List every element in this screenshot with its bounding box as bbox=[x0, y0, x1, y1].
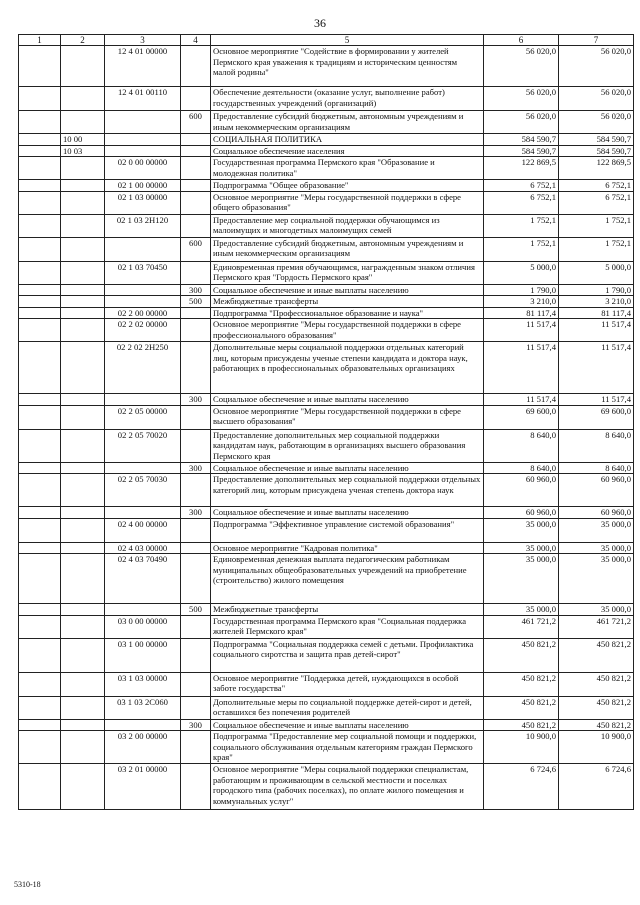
amount-cell: 8 640,0 bbox=[559, 429, 634, 462]
amount-cell: 3 210,0 bbox=[484, 296, 559, 308]
description-cell: Государственная программа Пермского края "Социальная поддержка жителей Пермского края" bbox=[211, 615, 484, 638]
target-article-cell bbox=[105, 394, 181, 406]
target-article-cell: 03 1 03 2С060 bbox=[105, 696, 181, 719]
table-row bbox=[19, 604, 634, 616]
section-code-cell bbox=[61, 342, 105, 394]
table-row bbox=[19, 342, 634, 394]
description-cell: Основное мероприятие "Содействие в формировании у жителей Пермского края уважения к традициям и историческим ценностям малой родины" bbox=[211, 46, 484, 87]
description-cell: Подпрограмма "Предоставление мер социальной помощи и поддержки, социального обслуживания отдельным категориям граждан Пермского края" bbox=[211, 731, 484, 764]
amount-cell: 450 821,2 bbox=[484, 638, 559, 672]
description-cell: Основное мероприятие "Меры социальной поддержки специалистам, работающим и проживающим в сельской местности и поселках городского типа (рабочих поселках), по оплате жилого помещения и коммунальных услуг" bbox=[211, 764, 484, 810]
section-code-cell bbox=[61, 672, 105, 696]
table-row bbox=[19, 731, 634, 764]
table-row bbox=[19, 696, 634, 719]
amount-cell: 450 821,2 bbox=[484, 696, 559, 719]
expense-type-cell bbox=[181, 405, 211, 429]
section-code-cell bbox=[61, 554, 105, 604]
cell-col1 bbox=[19, 405, 61, 429]
cell-col1 bbox=[19, 638, 61, 672]
expense-type-cell bbox=[181, 157, 211, 180]
description-cell: Основное мероприятие "Кадровая политика" bbox=[211, 542, 484, 554]
table-row bbox=[19, 394, 634, 406]
cell-col1 bbox=[19, 474, 61, 507]
amount-cell: 35 000,0 bbox=[559, 518, 634, 542]
section-code-cell bbox=[61, 214, 105, 237]
description-cell: Дополнительные меры по социальной поддержке детей-сирот и детей, оставшихся без попечения родителей bbox=[211, 696, 484, 719]
expense-type-cell bbox=[181, 429, 211, 462]
table-row bbox=[19, 615, 634, 638]
expense-type-cell: 500 bbox=[181, 296, 211, 308]
target-article-cell: 02 4 00 00000 bbox=[105, 518, 181, 542]
amount-cell: 8 640,0 bbox=[484, 429, 559, 462]
section-code-cell bbox=[61, 180, 105, 192]
section-code-cell bbox=[61, 261, 105, 284]
cell-col1 bbox=[19, 191, 61, 214]
description-cell: Единовременная денежная выплата педагогическим работникам муниципальных общеобразовательных учреждений на приобретение (строительство) жилого помещения bbox=[211, 554, 484, 604]
description-cell: Предоставление субсидий бюджетным, автономным учреждениям и иным некоммерческим организациям bbox=[211, 111, 484, 134]
target-article-cell: 02 2 05 00000 bbox=[105, 405, 181, 429]
target-article-cell: 03 1 00 00000 bbox=[105, 638, 181, 672]
table-row bbox=[19, 261, 634, 284]
description-cell: Межбюджетные трансферты bbox=[211, 296, 484, 308]
cell-col1 bbox=[19, 87, 61, 111]
cell-col1 bbox=[19, 46, 61, 87]
expense-type-cell bbox=[181, 731, 211, 764]
table-row bbox=[19, 638, 634, 672]
table-row bbox=[19, 405, 634, 429]
expense-type-cell bbox=[181, 214, 211, 237]
section-code-cell bbox=[61, 638, 105, 672]
amount-cell: 584 590,7 bbox=[559, 134, 634, 146]
target-article-cell: 02 4 03 00000 bbox=[105, 542, 181, 554]
target-article-cell bbox=[105, 111, 181, 134]
page-number: 36 bbox=[314, 16, 326, 30]
amount-cell: 35 000,0 bbox=[484, 518, 559, 542]
cell-col1 bbox=[19, 111, 61, 134]
cell-col1 bbox=[19, 507, 61, 519]
section-code-cell bbox=[61, 462, 105, 474]
amount-cell: 5 000,0 bbox=[559, 261, 634, 284]
amount-cell: 450 821,2 bbox=[484, 719, 559, 731]
target-article-cell bbox=[105, 719, 181, 731]
amount-cell: 122 869,5 bbox=[484, 157, 559, 180]
section-code-cell bbox=[61, 87, 105, 111]
section-code-cell bbox=[61, 474, 105, 507]
expense-type-cell: 300 bbox=[181, 394, 211, 406]
amount-cell: 35 000,0 bbox=[484, 604, 559, 616]
amount-cell: 10 900,0 bbox=[559, 731, 634, 764]
table-row bbox=[19, 145, 634, 157]
section-code-cell bbox=[61, 46, 105, 87]
table-row bbox=[19, 134, 634, 146]
section-code-cell bbox=[61, 719, 105, 731]
expense-type-cell bbox=[181, 342, 211, 394]
description-cell: Дополнительные меры социальной поддержки отдельных категорий лиц, которым присуждены ученые степени кандидата и доктора наук, работающих в профессиональных образовательных организациях bbox=[211, 342, 484, 394]
table-row bbox=[19, 319, 634, 342]
amount-cell: 35 000,0 bbox=[484, 554, 559, 604]
amount-cell: 56 020,0 bbox=[559, 87, 634, 111]
target-article-cell bbox=[105, 296, 181, 308]
cell-col1 bbox=[19, 696, 61, 719]
table-row bbox=[19, 474, 634, 507]
expense-type-cell: 500 bbox=[181, 604, 211, 616]
amount-cell: 3 210,0 bbox=[559, 296, 634, 308]
amount-cell: 450 821,2 bbox=[559, 672, 634, 696]
description-cell: СОЦИАЛЬНАЯ ПОЛИТИКА bbox=[211, 134, 484, 146]
table-row bbox=[19, 87, 634, 111]
expense-type-cell bbox=[181, 191, 211, 214]
cell-col1 bbox=[19, 672, 61, 696]
expense-type-cell bbox=[181, 134, 211, 146]
table-row bbox=[19, 719, 634, 731]
target-article-cell: 02 2 02 2Н250 bbox=[105, 342, 181, 394]
expense-type-cell: 300 bbox=[181, 462, 211, 474]
section-code-cell bbox=[61, 518, 105, 542]
header-cell: 4 bbox=[181, 35, 211, 46]
section-code-cell bbox=[61, 429, 105, 462]
amount-cell: 81 117,4 bbox=[559, 307, 634, 319]
amount-cell: 8 640,0 bbox=[484, 462, 559, 474]
description-cell: Подпрограмма "Эффективное управление системой образования" bbox=[211, 518, 484, 542]
expense-type-cell bbox=[181, 542, 211, 554]
table-row bbox=[19, 284, 634, 296]
budget-table bbox=[18, 34, 634, 810]
cell-col1 bbox=[19, 731, 61, 764]
expense-type-cell bbox=[181, 87, 211, 111]
table-row bbox=[19, 507, 634, 519]
amount-cell: 450 821,2 bbox=[559, 696, 634, 719]
expense-type-cell bbox=[181, 180, 211, 192]
amount-cell: 461 721,2 bbox=[559, 615, 634, 638]
table-row bbox=[19, 157, 634, 180]
section-code-cell: 10 03 bbox=[61, 145, 105, 157]
description-cell: Основное мероприятие "Меры государственной поддержки в сфере общего образования" bbox=[211, 191, 484, 214]
section-code-cell bbox=[61, 542, 105, 554]
description-cell: Предоставление дополнительных мер социальной поддержки кандидатам наук, работающим в организациях высшего образования Пермского края bbox=[211, 429, 484, 462]
table-row bbox=[19, 111, 634, 134]
section-code-cell bbox=[61, 307, 105, 319]
amount-cell: 584 590,7 bbox=[559, 145, 634, 157]
cell-col1 bbox=[19, 764, 61, 810]
amount-cell: 584 590,7 bbox=[484, 145, 559, 157]
target-article-cell bbox=[105, 237, 181, 261]
section-code-cell bbox=[61, 507, 105, 519]
table-row bbox=[19, 180, 634, 192]
cell-col1 bbox=[19, 307, 61, 319]
section-code-cell bbox=[61, 764, 105, 810]
expense-type-cell bbox=[181, 474, 211, 507]
amount-cell: 1 790,0 bbox=[484, 284, 559, 296]
table-row bbox=[19, 518, 634, 542]
target-article-cell bbox=[105, 145, 181, 157]
expense-type-cell bbox=[181, 696, 211, 719]
target-article-cell: 03 0 00 00000 bbox=[105, 615, 181, 638]
description-cell: Основное мероприятие "Меры государственной поддержки в сфере высшего образования" bbox=[211, 405, 484, 429]
amount-cell: 450 821,2 bbox=[559, 719, 634, 731]
table-row bbox=[19, 542, 634, 554]
target-article-cell: 02 2 05 70030 bbox=[105, 474, 181, 507]
amount-cell: 11 517,4 bbox=[559, 394, 634, 406]
target-article-cell bbox=[105, 284, 181, 296]
cell-col1 bbox=[19, 214, 61, 237]
cell-col1 bbox=[19, 429, 61, 462]
section-code-cell bbox=[61, 111, 105, 134]
amount-cell: 10 900,0 bbox=[484, 731, 559, 764]
description-cell: Предоставление мер социальной поддержки обучающимся из малоимущих и многодетных малоимущих семей bbox=[211, 214, 484, 237]
target-article-cell: 02 4 03 70490 bbox=[105, 554, 181, 604]
amount-cell: 122 869,5 bbox=[559, 157, 634, 180]
table-row bbox=[19, 462, 634, 474]
amount-cell: 35 000,0 bbox=[559, 542, 634, 554]
target-article-cell bbox=[105, 134, 181, 146]
amount-cell: 450 821,2 bbox=[484, 672, 559, 696]
amount-cell: 1 752,1 bbox=[559, 214, 634, 237]
table-row bbox=[19, 191, 634, 214]
header-cell: 2 bbox=[61, 35, 105, 46]
section-code-cell: 10 00 bbox=[61, 134, 105, 146]
expense-type-cell: 300 bbox=[181, 284, 211, 296]
description-cell: Социальное обеспечение населения bbox=[211, 145, 484, 157]
description-cell: Социальное обеспечение и иные выплаты населению bbox=[211, 507, 484, 519]
description-cell: Предоставление субсидий бюджетным, автономным учреждениям и иным некоммерческим организациям bbox=[211, 237, 484, 261]
target-article-cell bbox=[105, 462, 181, 474]
description-cell: Социальное обеспечение и иные выплаты населению bbox=[211, 394, 484, 406]
description-cell: Подпрограмма "Социальная поддержка семей с детьми. Профилактика социального сиротства и защита прав детей-сирот" bbox=[211, 638, 484, 672]
table-row bbox=[19, 307, 634, 319]
cell-col1 bbox=[19, 237, 61, 261]
expense-type-cell bbox=[181, 145, 211, 157]
expense-type-cell: 600 bbox=[181, 237, 211, 261]
amount-cell: 1 752,1 bbox=[484, 214, 559, 237]
table-row bbox=[19, 296, 634, 308]
description-cell: Подпрограмма "Профессиональное образование и наука" bbox=[211, 307, 484, 319]
cell-col1 bbox=[19, 284, 61, 296]
cell-col1 bbox=[19, 145, 61, 157]
section-code-cell bbox=[61, 284, 105, 296]
amount-cell: 11 517,4 bbox=[484, 319, 559, 342]
target-article-cell: 02 1 03 2Н120 bbox=[105, 214, 181, 237]
cell-col1 bbox=[19, 342, 61, 394]
expense-type-cell bbox=[181, 764, 211, 810]
expense-type-cell bbox=[181, 261, 211, 284]
target-article-cell: 03 2 01 00000 bbox=[105, 764, 181, 810]
target-article-cell: 02 2 02 00000 bbox=[105, 319, 181, 342]
description-cell: Основное мероприятие "Меры государственной поддержки в сфере профессионального образования" bbox=[211, 319, 484, 342]
amount-cell: 56 020,0 bbox=[559, 111, 634, 134]
cell-col1 bbox=[19, 296, 61, 308]
target-article-cell bbox=[105, 507, 181, 519]
amount-cell: 35 000,0 bbox=[559, 604, 634, 616]
expense-type-cell bbox=[181, 638, 211, 672]
target-article-cell: 02 1 03 00000 bbox=[105, 191, 181, 214]
target-article-cell: 12 4 01 00110 bbox=[105, 87, 181, 111]
table-row bbox=[19, 429, 634, 462]
section-code-cell bbox=[61, 157, 105, 180]
description-cell: Подпрограмма "Общее образование" bbox=[211, 180, 484, 192]
description-cell: Социальное обеспечение и иные выплаты населению bbox=[211, 719, 484, 731]
amount-cell: 81 117,4 bbox=[484, 307, 559, 319]
target-article-cell: 02 2 05 70020 bbox=[105, 429, 181, 462]
section-code-cell bbox=[61, 191, 105, 214]
amount-cell: 56 020,0 bbox=[484, 111, 559, 134]
cell-col1 bbox=[19, 542, 61, 554]
table-row bbox=[19, 46, 634, 87]
description-cell: Обеспечение деятельности (оказание услуг, выполнение работ) государственных учреждений (организаций) bbox=[211, 87, 484, 111]
cell-col1 bbox=[19, 134, 61, 146]
amount-cell: 6 752,1 bbox=[484, 191, 559, 214]
description-cell: Единовременная премия обучающимся, награжденным знаком отличия Пермского края "Гордость Пермского края" bbox=[211, 261, 484, 284]
description-cell: Социальное обеспечение и иные выплаты населению bbox=[211, 462, 484, 474]
amount-cell: 60 960,0 bbox=[559, 507, 634, 519]
amount-cell: 6 724,6 bbox=[484, 764, 559, 810]
target-article-cell: 02 0 00 00000 bbox=[105, 157, 181, 180]
cell-col1 bbox=[19, 615, 61, 638]
expense-type-cell bbox=[181, 615, 211, 638]
amount-cell: 584 590,7 bbox=[484, 134, 559, 146]
table-row bbox=[19, 237, 634, 261]
amount-cell: 11 517,4 bbox=[484, 342, 559, 394]
amount-cell: 6 752,1 bbox=[559, 191, 634, 214]
header-cell: 3 bbox=[105, 35, 181, 46]
section-code-cell bbox=[61, 394, 105, 406]
amount-cell: 11 517,4 bbox=[484, 394, 559, 406]
description-cell: Социальное обеспечение и иные выплаты населению bbox=[211, 284, 484, 296]
expense-type-cell: 300 bbox=[181, 719, 211, 731]
header-cell: 6 bbox=[484, 35, 559, 46]
cell-col1 bbox=[19, 180, 61, 192]
expense-type-cell bbox=[181, 319, 211, 342]
header-cell: 5 bbox=[211, 35, 484, 46]
amount-cell: 56 020,0 bbox=[484, 46, 559, 87]
document-code: 5310-18 bbox=[14, 880, 41, 889]
amount-cell: 8 640,0 bbox=[559, 462, 634, 474]
amount-cell: 5 000,0 bbox=[484, 261, 559, 284]
amount-cell: 1 752,1 bbox=[484, 237, 559, 261]
amount-cell: 56 020,0 bbox=[559, 46, 634, 87]
cell-col1 bbox=[19, 157, 61, 180]
amount-cell: 69 600,0 bbox=[559, 405, 634, 429]
amount-cell: 11 517,4 bbox=[559, 342, 634, 394]
amount-cell: 60 960,0 bbox=[484, 507, 559, 519]
description-cell: Межбюджетные трансферты bbox=[211, 604, 484, 616]
target-article-cell: 02 2 00 00000 bbox=[105, 307, 181, 319]
amount-cell: 35 000,0 bbox=[484, 542, 559, 554]
section-code-cell bbox=[61, 237, 105, 261]
target-article-cell: 02 1 03 70450 bbox=[105, 261, 181, 284]
section-code-cell bbox=[61, 319, 105, 342]
amount-cell: 60 960,0 bbox=[484, 474, 559, 507]
cell-col1 bbox=[19, 394, 61, 406]
target-article-cell: 02 1 00 00000 bbox=[105, 180, 181, 192]
cell-col1 bbox=[19, 518, 61, 542]
cell-col1 bbox=[19, 462, 61, 474]
target-article-cell: 03 2 00 00000 bbox=[105, 731, 181, 764]
description-cell: Предоставление дополнительных мер социальной поддержки отдельных категорий лиц, которым присуждена ученая степень доктора наук bbox=[211, 474, 484, 507]
amount-cell: 6 724,6 bbox=[559, 764, 634, 810]
expense-type-cell: 600 bbox=[181, 111, 211, 134]
section-code-cell bbox=[61, 604, 105, 616]
amount-cell: 461 721,2 bbox=[484, 615, 559, 638]
expense-type-cell bbox=[181, 672, 211, 696]
cell-col1 bbox=[19, 719, 61, 731]
description-cell: Государственная программа Пермского края "Образование и молодежная политика" bbox=[211, 157, 484, 180]
expense-type-cell bbox=[181, 518, 211, 542]
table-body bbox=[19, 35, 634, 810]
table-row bbox=[19, 214, 634, 237]
cell-col1 bbox=[19, 604, 61, 616]
table-row bbox=[19, 554, 634, 604]
cell-col1 bbox=[19, 554, 61, 604]
table-header-row bbox=[19, 35, 634, 46]
target-article-cell: 12 4 01 00000 bbox=[105, 46, 181, 87]
amount-cell: 35 000,0 bbox=[559, 554, 634, 604]
cell-col1 bbox=[19, 319, 61, 342]
amount-cell: 11 517,4 bbox=[559, 319, 634, 342]
section-code-cell bbox=[61, 615, 105, 638]
amount-cell: 69 600,0 bbox=[484, 405, 559, 429]
table-row bbox=[19, 672, 634, 696]
section-code-cell bbox=[61, 696, 105, 719]
amount-cell: 60 960,0 bbox=[559, 474, 634, 507]
section-code-cell bbox=[61, 405, 105, 429]
header-cell: 7 bbox=[559, 35, 634, 46]
amount-cell: 1 790,0 bbox=[559, 284, 634, 296]
target-article-cell: 03 1 03 00000 bbox=[105, 672, 181, 696]
amount-cell: 6 752,1 bbox=[484, 180, 559, 192]
section-code-cell bbox=[61, 296, 105, 308]
target-article-cell bbox=[105, 604, 181, 616]
section-code-cell bbox=[61, 731, 105, 764]
table-row bbox=[19, 764, 634, 810]
amount-cell: 1 752,1 bbox=[559, 237, 634, 261]
expense-type-cell bbox=[181, 554, 211, 604]
amount-cell: 6 752,1 bbox=[559, 180, 634, 192]
expense-type-cell bbox=[181, 307, 211, 319]
expense-type-cell: 300 bbox=[181, 507, 211, 519]
amount-cell: 450 821,2 bbox=[559, 638, 634, 672]
description-cell: Основное мероприятие "Поддержка детей, нуждающихся в особой заботе государства" bbox=[211, 672, 484, 696]
cell-col1 bbox=[19, 261, 61, 284]
expense-type-cell bbox=[181, 46, 211, 87]
header-cell: 1 bbox=[19, 35, 61, 46]
amount-cell: 56 020,0 bbox=[484, 87, 559, 111]
